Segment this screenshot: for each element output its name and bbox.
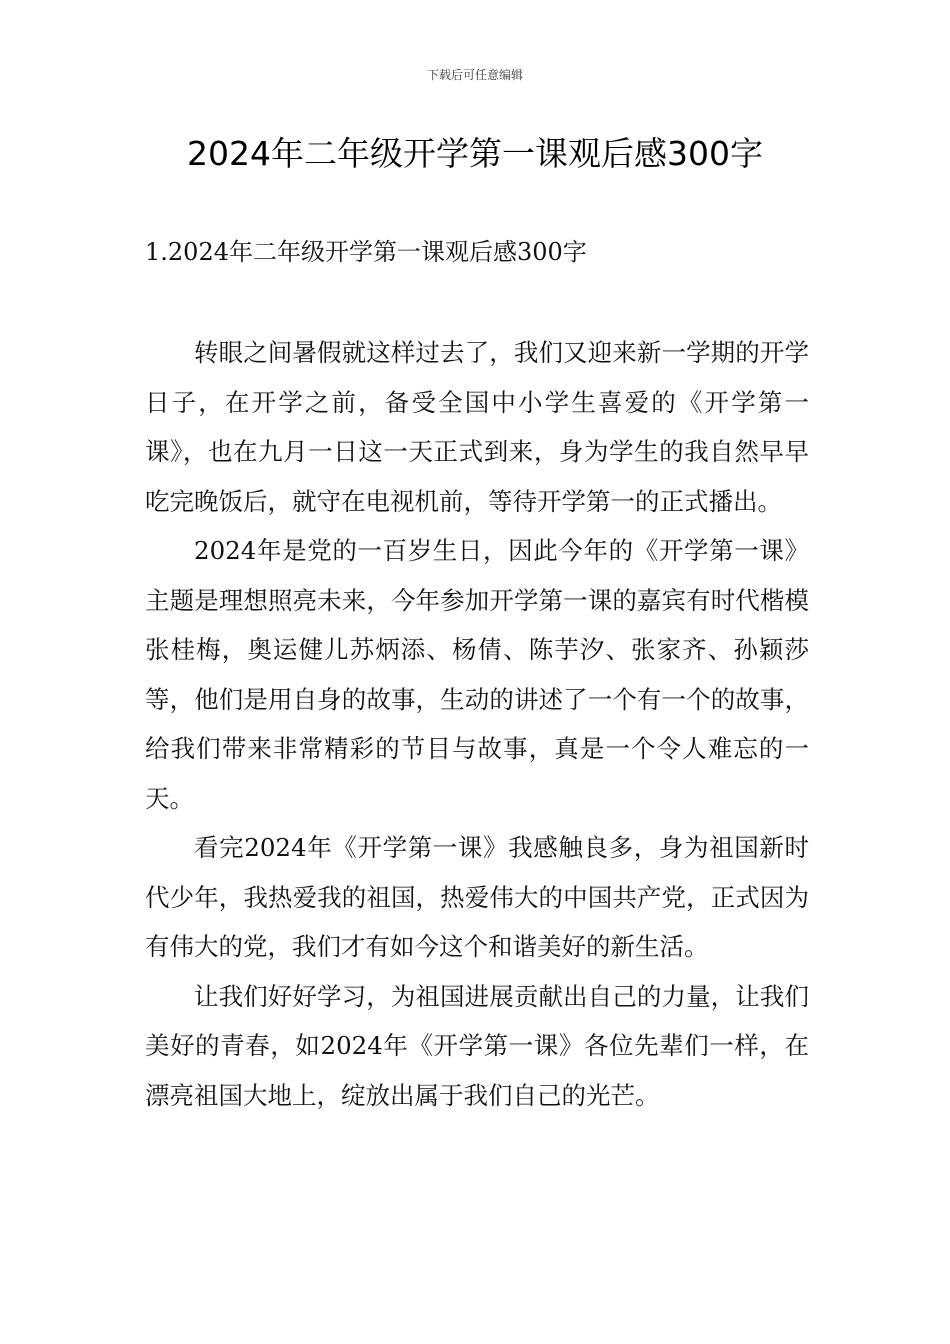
section-heading: 1.2024年二年级开学第一课观后感300字 — [145, 238, 587, 266]
document-title: 2024年二年级开学第一课观后感300字 — [187, 134, 763, 173]
header-note: 下载后可任意编辑 — [426, 68, 523, 82]
paragraph: 看完2024年《开学第一课》我感触良多，身为祖国新时代少年，我热爱我的祖国，热爱伟大的中国共产党，正式因为有伟大的党，我们才有如今这个和谐美好的新生活。 — [145, 833, 809, 961]
paragraph: 让我们好好学习，为祖国进展贡献出自己的力量，让我们美好的青春，如2024年《开学第一课》各位先辈们一样，在漂亮祖国大地上，绽放出属于我们自己的光芒。 — [145, 981, 809, 1110]
paragraph: 2024年是党的一百岁生日，因此今年的《开学第一课》主题是理想照亮未来，今年参加开学第一课的嘉宾有时代楷模张桂梅，奥运健儿苏炳添、杨倩、陈芋汐、张家齐、孙颖莎等，他们是用自身的故事，生动的讲述了一个有一个的故事，给我们带来非常精彩的节目与故事，真是一个令人难忘的一天。 — [145, 536, 809, 813]
document-body — [145, 328, 809, 1120]
paragraph: 转眼之间暑假就这样过去了，我们又迎来新一学期的开学日子，在开学之前，备受全国中小学生喜爱的《开学第一课》，也在九月一日这一天正式到来，身为学生的我自然早早吃完晚饭后，就守在电视机前，等待开学第一的正式播出。 — [145, 338, 809, 516]
